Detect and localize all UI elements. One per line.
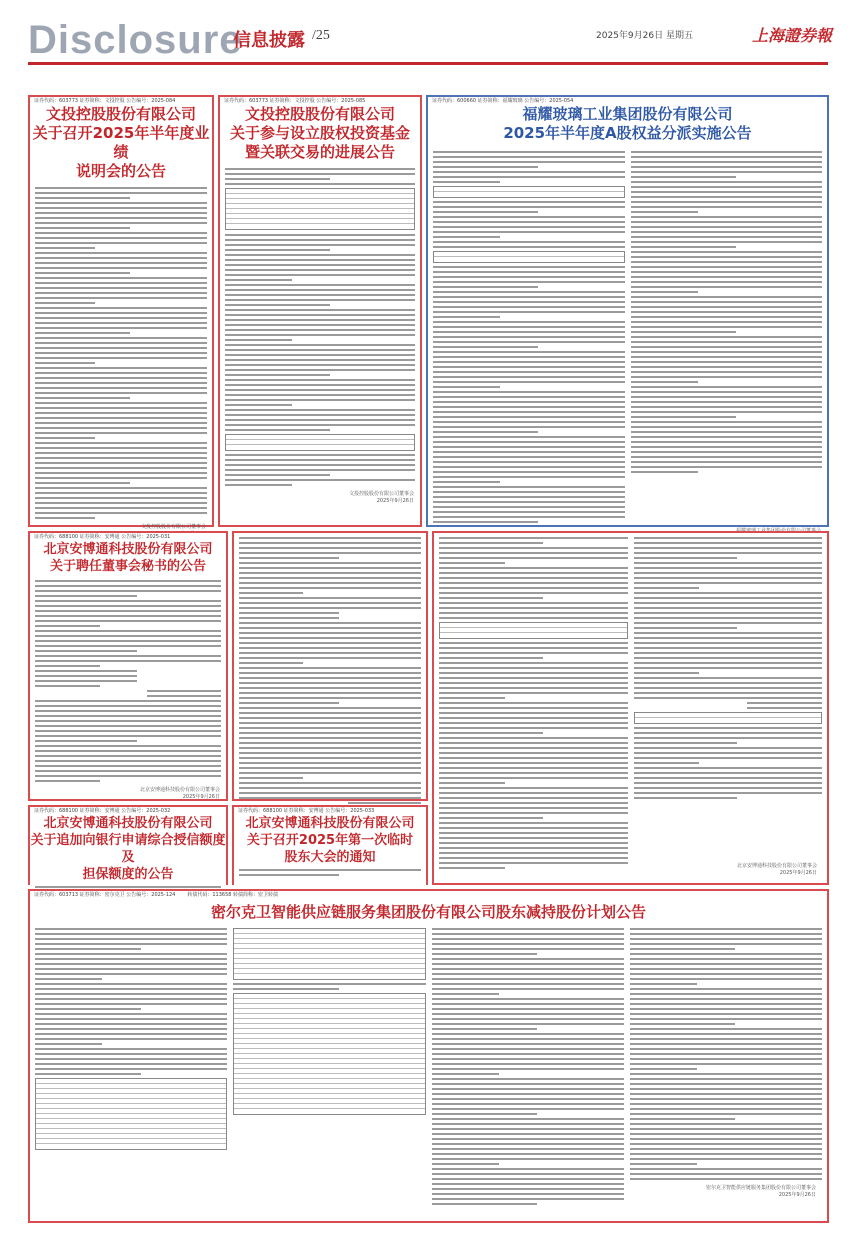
notice-fuyao-dividend (426, 95, 829, 527)
notice-title (30, 541, 226, 575)
title-line-2: 2025年半年度A股权益分派实施公告 (503, 124, 752, 142)
page-number: /25 (312, 28, 330, 43)
notice-antong-credit-continued (232, 531, 428, 801)
notice-signoff: 文投控股股份有限公司董事会 (140, 524, 206, 530)
notice-meta: 证券代码：688100 证券简称：安博通 公告编号：2025-032 (34, 808, 171, 814)
fund-payment-table (225, 434, 415, 451)
title-line-3: 暨关联交易的进展公告 (244, 143, 395, 161)
notice-columns (30, 928, 827, 1208)
notice-mikekewei-reduction (28, 889, 829, 1223)
notice-meta: 证券代码：603773 证券简称：文投控股 公告编号：2025-084 (34, 98, 176, 104)
dividend-date-table-h (433, 251, 625, 263)
notice-body (30, 187, 212, 519)
notice-body-tail (220, 454, 420, 486)
notice-title (30, 105, 212, 181)
notice-columns (428, 151, 827, 526)
title-line-2: 关于召开2025年半年度业绩 (32, 124, 210, 161)
plan-table (233, 993, 425, 1115)
notice-meta: 证券代码：600660 证券简称：福耀玻璃 公告编号：2025-054 (432, 98, 574, 104)
title-line-1: 文投控股股份有限公司 (45, 105, 196, 123)
notice-meta: 证券代码：688100 证券简称：安博通 公告编号：2025-033 (238, 808, 375, 814)
title-line-1: 北京安博通科技股份有限公司 (245, 816, 415, 831)
title-line-1: 北京安博通科技股份有限公司 (43, 816, 213, 831)
title-line-2: 关于参与设立股权投资基金 (229, 124, 410, 142)
meta-left: 证券代码：603713 证券简称：密尔克卫 公告编号：2025-124 (34, 892, 176, 898)
title-line-3: 说明会的公告 (75, 162, 166, 180)
column-left (439, 537, 628, 872)
section-title: 信息披露 (233, 30, 305, 51)
holding-table (233, 928, 425, 980)
title-line-3: 担保额度的公告 (82, 867, 174, 882)
notice-title (428, 105, 827, 143)
notice-antong-secretary (28, 531, 228, 801)
notice-signoff: 文投控股股份有限公司董事会 2025年9月26日 (348, 491, 414, 504)
brand-wordmark: Disclosure (28, 18, 243, 62)
notice-title (234, 815, 426, 866)
column-1 (35, 928, 227, 1208)
header-rule (28, 62, 828, 65)
column-left (433, 151, 625, 526)
meta-right: 转债代码：113658 转债简称：密卫转债 (187, 892, 279, 898)
notice-body (234, 537, 426, 809)
column-right (631, 151, 823, 526)
notice-body-intro (220, 168, 420, 185)
notice-body (234, 869, 426, 876)
notice-antong-credit (28, 805, 228, 885)
notice-signoff: 密尔克卫智能供应链服务集团股份有限公司董事会 2025年9月26日 (705, 1185, 816, 1198)
notice-title (220, 105, 420, 162)
title-line-3: 股东大会的通知 (284, 850, 376, 865)
title-line-1: 北京安博通科技股份有限公司 (43, 542, 213, 557)
column-3 (432, 928, 624, 1208)
issue-date: 2025年9月26日 星期五 (596, 31, 693, 41)
column-2 (233, 928, 425, 1208)
notice-title (30, 815, 226, 883)
notice-antong-meeting-body (432, 531, 829, 885)
masthead (0, 0, 857, 66)
title-line-1: 福耀玻璃工业集团股份有限公司 (522, 105, 733, 123)
notice-signoff: 北京安博通科技股份有限公司董事会 2025年9月26日 (139, 787, 220, 800)
notice-title (30, 903, 827, 922)
notice-signoff: 北京安博通科技股份有限公司董事会 2025年9月26日 (736, 863, 817, 876)
title-line-1: 文投控股股份有限公司 (244, 105, 395, 123)
newspaper-name: 上海證券報 (752, 26, 833, 45)
notice-columns (434, 537, 827, 872)
proxy-form-table (634, 712, 823, 724)
notice-wenkong-fund (218, 95, 422, 527)
fund-info-table (225, 188, 415, 230)
notice-body (30, 580, 226, 782)
title-line-1: 密尔克卫智能供应链服务集团股份有限公司股东减持股份计划公告 (210, 903, 646, 921)
notice-meta: 证券代码：688100 证券简称：安博通 公告编号：2025-031 (34, 534, 171, 540)
title-line-2: 关于召开2025年第一次临时 (246, 833, 414, 848)
notice-meta (30, 891, 827, 899)
title-line-2: 关于聘任董事会秘书的公告 (49, 559, 206, 574)
column-right (634, 537, 823, 872)
shareholder-table (35, 1078, 227, 1150)
column-4 (630, 928, 822, 1208)
notice-body (220, 234, 420, 431)
notice-wenkong-meeting (28, 95, 214, 530)
meeting-agenda-table (439, 622, 628, 639)
title-line-2: 关于追加向银行申请综合授信额度及 (30, 833, 226, 865)
notice-antong-meeting-head (232, 805, 428, 885)
dividend-date-table (433, 186, 625, 198)
notice-meta: 证券代码：603773 证券简称：文投控股 公告编号：2025-085 (224, 98, 366, 104)
